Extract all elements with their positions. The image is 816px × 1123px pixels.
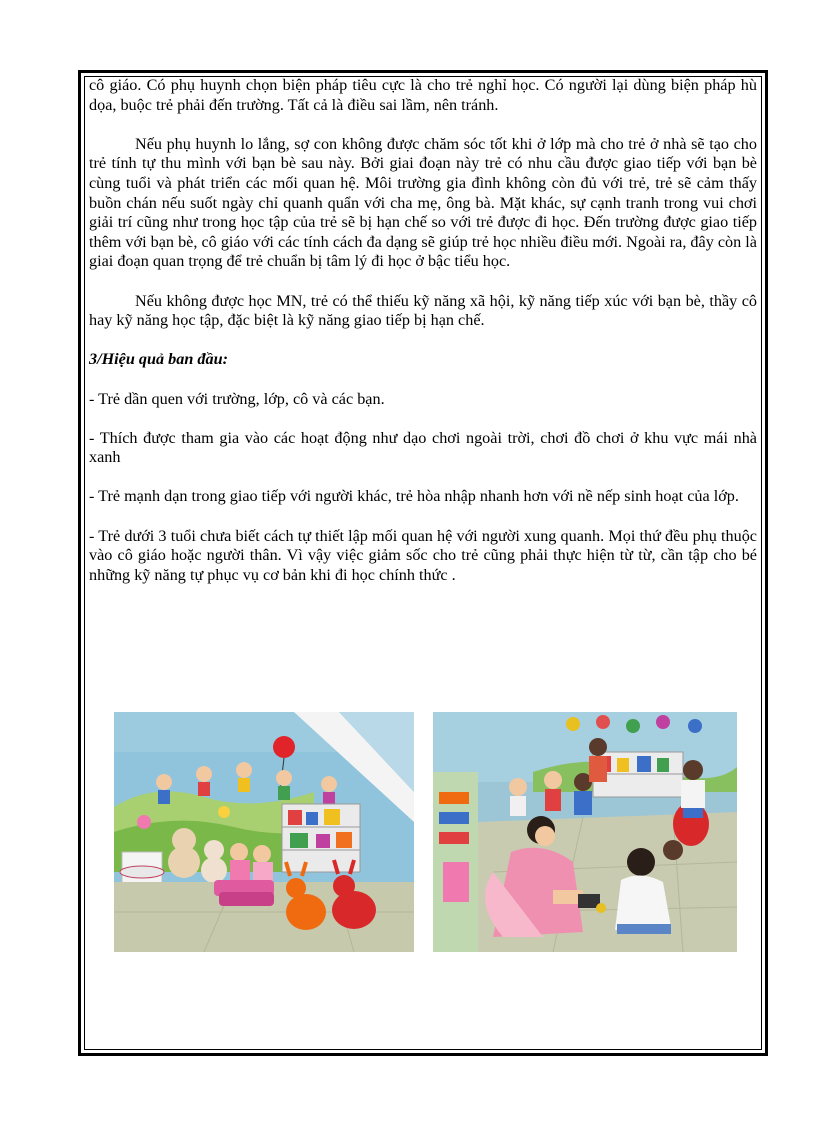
teacher-and-children-photo	[433, 712, 737, 952]
paragraph-1: cô giáo. Có phụ huynh chọn biện pháp tiêu cực là cho trẻ nghỉ học. Có người lại dùng biện pháp hù dọa, buộc trẻ phải đến trường. Tất cả là điều sai lầm, nên tránh.	[89, 76, 757, 114]
classroom-toy-corner-photo	[114, 712, 414, 952]
bullet-item: - Thích được tham gia vào các hoạt động như dạo chơi ngoài trời, chơi đồ chơi ở khu vực mái nhà xanh	[89, 428, 757, 467]
bullet-item: - Trẻ dưới 3 tuổi chưa biết cách tự thiết lập mối quan hệ với người xung quanh. Mọi thứ đều phụ thuộc vào cô giáo hoặc người thân. Vì vậy việc giảm sốc cho trẻ cũng phải thực hiện từ từ, cần tập cho bé những kỹ năng tự phục vụ cơ bản khi đi học chính thức .	[89, 526, 757, 584]
bullet-item: - Trẻ mạnh dạn trong giao tiếp với người khác, trẻ hòa nhập nhanh hơn với nề nếp sinh hoạt của lớp.	[89, 487, 739, 506]
section-heading: 3/Hiệu quả ban đầu:	[89, 350, 228, 369]
paragraph-3: Nếu không được học MN, trẻ có thể thiếu kỹ năng xã hội, kỹ năng tiếp xúc với bạn bè, thầy cô hay kỹ năng học tập, đặc biệt là kỹ năng giao tiếp bị hạn chế.	[89, 291, 757, 330]
document-body	[89, 76, 757, 605]
paragraph-2: Nếu phụ huynh lo lắng, sợ con không được chăm sóc tốt khi ở lớp mà cho trẻ ở nhà sẽ tạo cho trẻ tính tự thu mình với bạn bè sau này. Bởi giai đoạn này trẻ có nhu cầu được giao tiếp với bạn bè cùng tuổi và phát triển các mối quan hệ. Môi trường gia đình không còn đủ với trẻ, trẻ sẽ cảm thấy buồn chán nếu suốt ngày chỉ quanh quẩn với cha mẹ, ông bà. Mặt khác, sự cạnh tranh trong vui chơi giải trí cũng như trong học tập của trẻ sẽ bị hạn chế so với trẻ được đi học. Đến trường được giao tiếp thêm với bạn bè, cô giáo với các tính cách đa dạng sẽ giúp trẻ học nhiều điều mới. Ngoài ra, đây còn là giai đoạn quan trọng để trẻ chuẩn bị tâm lý đi học ở bậc tiểu học.	[89, 134, 757, 271]
bullet-item: - Trẻ dần quen với trường, lớp, cô và các bạn.	[89, 389, 385, 408]
